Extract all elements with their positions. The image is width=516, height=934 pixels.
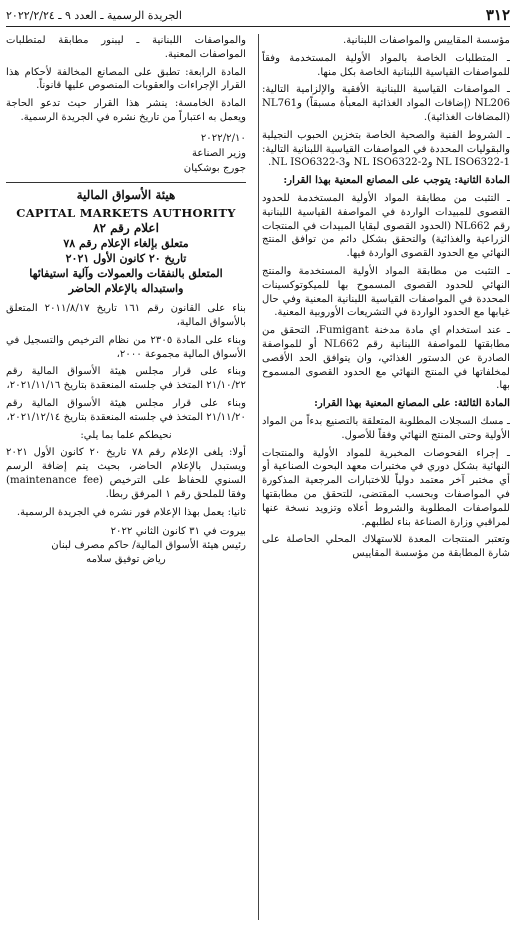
authority-name-arabic: هيئة الأسواق المالية [76, 187, 176, 202]
announcement-title-line: واستبداله بالإعلام الحاضر [68, 282, 184, 296]
authority-name-english: CAPITAL MARKETS AUTHORITY [16, 205, 236, 220]
left-column [6, 34, 246, 920]
announcement-number: اعلام رقم ٨٢ [93, 221, 159, 236]
paragraph: وبناء على قرار مجلس هيئة الأسواق المالية رقم ٢١/١١/٢٠ المتخذ في جلسته المنعقدة بتاريخ ٢٠٢١/١٢/١٤، [6, 397, 246, 423]
signature-name: جورج بوشكيان [183, 162, 246, 174]
paragraph: وبناء على المادة ٢٣٠٥ من نظام الترخيص والتسجيل في الأسواق المالية مجموعة ٢٠٠٠، [6, 334, 246, 360]
announcement-closing [6, 525, 246, 566]
running-header: الجريدة الرسمية ـ العدد ٩ ـ ٢٠٢٢/٢/٢٤ [6, 8, 182, 22]
paragraph: وبناء على قرار مجلس هيئة الأسواق المالية رقم ٢١/١٠/٢٢ المتخذ في جلسته المنعقدة بتاريخ ٢٠٢١/١١/١٦، [6, 366, 246, 392]
closing-title: رئيس هيئة الأسواق المالية/ حاكم مصرف لبنان [51, 540, 246, 552]
signature-date: ٢٠٢٢/٢/١٠ [200, 132, 246, 144]
article-heading: المادة الثالثة: على المصانع المعنية بهذا القرار: [314, 397, 510, 410]
announcement-title-line: متعلق بإلغاء الإعلام رقم ٧٨ [63, 237, 189, 251]
paragraph: ـ التثبت من مطابقة المواد الأولية المستخدمة للحدود القصوى للمبيدات الواردة في المواصفة القياسية اللبنانية رقم NL662 (الحدود القصوى لبقايا المبيدات في المنتجات الزراعية والغذائية) والتحقق بشكل دائم من توافق المنتج النهائي مع الحدود القصوى الواردة فيها. [262, 192, 510, 260]
signature-title: وزير الصناعة [191, 147, 246, 159]
column-divider [258, 34, 259, 920]
paragraph: ـ مسك السجلات المطلوبة المتعلقة بالتصنيع بدءاً من المواد الأولية وحتى المنتج النهائي وفقاً للأصول. [262, 415, 510, 441]
paragraph: مؤسسة المقاييس والمواصفات اللبنانية. [342, 35, 510, 46]
paragraph: والمواصفات اللبنانية ـ ليبنور مطابقة لمتطلبات المواصفات المعنية. [6, 35, 246, 60]
article-heading: المادة الثانية: يتوجب على المصانع المعنية بهذا القرار: [283, 174, 510, 187]
closing-date: بيروت في ٣١ كانون الثاني ٢٠٢٢ [110, 526, 246, 538]
paragraph: المادة الخامسة: ينشر هذا القرار حيث تدعو الحاجة ويعمل به اعتباراً من تاريخ نشره في الجريدة الرسمية. [6, 98, 246, 123]
paragraph: المادة الرابعة: تطبق على المصانع المخالفة لأحكام هذا القرار الإجراءات والعقوبات المنصوص عليها قانوناً. [6, 66, 246, 92]
paragraph: ـ التثبت من مطابقة المواد الأولية المستخدمة والمنتج النهائي للحدود القصوى المسموح بها للميكوتوكسينات المحددة في المواصفات القياسية اللبنانية المعنية وفي حال غيابها مع الحدود الواردة في التشريعات الأوروبية المعنية. [262, 265, 510, 319]
page-number: ٣١٢ [485, 6, 510, 24]
paragraph: ـ المتطلبات الخاصة بالمواد الأولية المستخدمة وفقاً للمواصفات القياسية اللبنانية الخاصة بكل منها. [262, 52, 510, 78]
announcement-title-line: المتعلق بالنفقات والعمولات وآلية استيفائها [29, 267, 223, 281]
paragraph: نحيطكم علما بما يلي: [80, 429, 172, 441]
paragraph: ـ عند استخدام اي مادة مدخنة Fumigant، التحقق من مطابقتها للمواصفة اللبنانية رقم NL662 أو للمواصفة الصادرة عن الدستور الغذائي، وان يتوافق الحد الأقصى لمخلفاتها في المنتج النهائي مع الحدود القصوى المسموح بها. [262, 325, 510, 392]
minister-signature [6, 131, 246, 176]
announcement-title-line: تاريخ ٢٠ كانون الأول ٢٠٢١ [65, 252, 187, 266]
paragraph: ـ المواصفات القياسية اللبنانية الأفقية والإلزامية التالية: NL206 (إضافات المواد الغذائية المعبأة مسبقاً) وNL761 (المضافات الغذائية). [262, 84, 510, 123]
paragraph: ـ الشروط الفنية والصحية الخاصة بتخزين الحبوب النجيلية والبقوليات المحددة في المواصفات القياسية اللبنانية التالية: NL ISO6322-1 وNL ISO6322-2 وNL ISO6322-3. [262, 129, 510, 169]
paragraph: وتعتبر المنتجات المعدة للاستهلاك المحلي الحاصلة على شارة المطابقة من مؤسسة المقاييس [262, 534, 510, 560]
paragraph: ـ إجراء الفحوصات المخبرية للمواد الأولية والمنتجات النهائية بشكل دوري في مختبرات معهد البحوث الصناعية أو أي مختبر آخر معتمد دولياً للاختبارات المرجعية المذكورة في المواصفات وبحسب المقتضى، للتحقق من مطابقتها للمواصفات المطلوبة والشروط أعلاه وتزويد نسخة عنها لمراقبي وزارة الصناعة بناء لطلبهم. [262, 447, 510, 528]
paragraph: ثانيا: يعمل بهذا الإعلام فور نشره في الجريدة الرسمية. [16, 506, 246, 518]
closing-name: رياض توفيق سلامه [86, 553, 166, 565]
right-column [262, 34, 510, 920]
page-header [6, 4, 510, 27]
section-divider [6, 182, 246, 183]
paragraph: بناء على القانون رقم ١٦١ تاريخ ٢٠١١/٨/١٧ المتعلق بالأسواق المالية، [6, 303, 246, 328]
paragraph: أولا: يلغى الإعلام رقم ٧٨ تاريخ ٢٠ كانون الأول ٢٠٢١ ويستبدل بالإعلام الحاضر، بحيث يتم إضافة الرسم السنوي للحفاظ على الترخيص (maintenance fee) وفقا للملحق رقم ١ المرفق ربطا. [6, 447, 246, 500]
